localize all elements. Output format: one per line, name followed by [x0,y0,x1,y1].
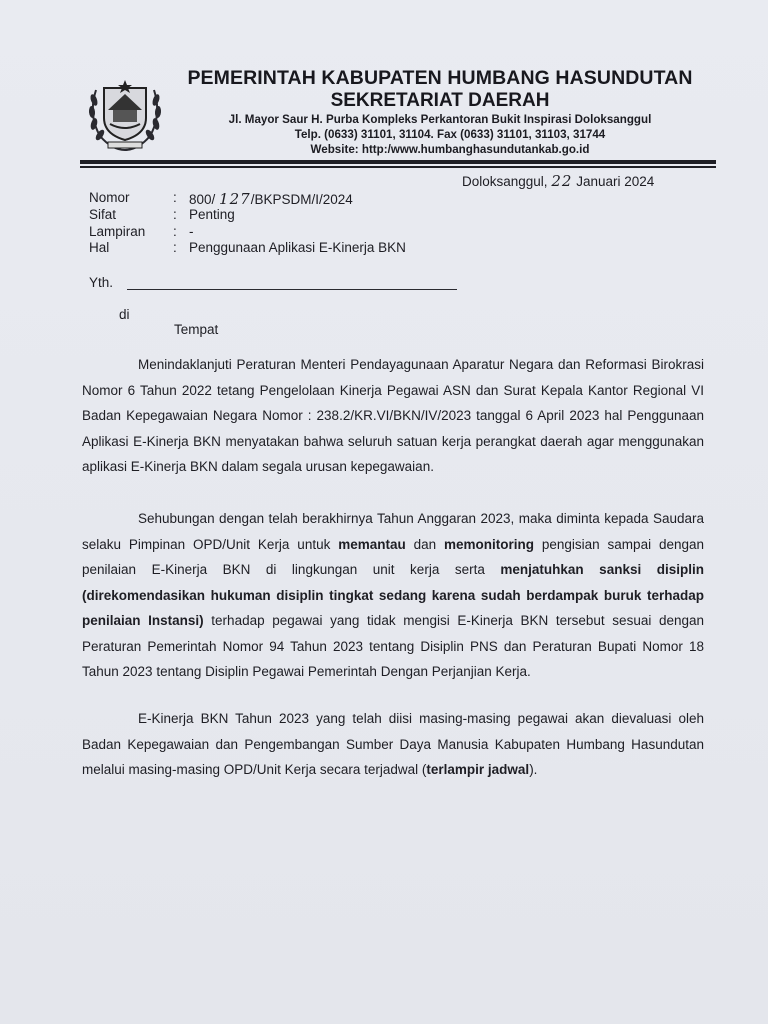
p2-text: Sehubungan dengan telah berakhirnya Tahun Anggaran 2023, maka diminta kepada Saudara selaku Pimpinan OPD/Unit Kerja untuk [82,511,704,552]
p3-text: ). [529,762,538,777]
p2-text: dan [405,536,445,552]
p3-text: E-Kinerja BKN Tahun 2023 yang telah diisi masing-masing pegawai akan dievaluasi oleh Badan Kepegawaian dan Pengembangan Sumber Daya Manusia Kabupaten Humbang Hasundutan melalui masing-masing OPD/Unit Kerja secara terjadwal ( [82,711,704,777]
letterhead-phone: Telp. (0633) 31101, 31104. Fax (0633) 31101, 31103, 31744 [294,128,606,141]
meta-nomor-value [189,190,353,208]
letterhead-address: Jl. Mayor Saur H. Purba Kompleks Perkantoran Bukit Inspirasi Doloksanggul [228,113,652,126]
meta-hal-value: Penggunaan Aplikasi E-Kinerja BKN [189,240,406,255]
letterhead-website: Website: http:/www.humbanghasundutankab.go.id [310,143,590,156]
recipient-di: di [119,307,130,322]
meta-colon: : [173,207,177,222]
nomor-prefix: 800/ [189,192,216,207]
p2-text: pengisian sampai dengan penilaian E-Kinerja BKN di lingkungan unit kerja serta [82,536,704,577]
recipient-yth: Yth. [89,275,114,290]
letterhead-rule-thin [80,166,716,168]
body-paragraph-1: Menindaklanjuti Peraturan Menteri Pendayagunaan Aparatur Negara dan Reformasi Birokrasi Nomor 6 Tahun 2022 tetang Pengelolaan Kinerja Pegawai ASN dan Surat Kepala Kantor Regional VI Badan Kepegawaian Negara Nomor : 238.2/KR.VI/BKN/IV/2023 tanggal 6 April 2023 hal Penggunaan Aplikasi E-Kinerja BKN menyatakan bahwa seluruh satuan kerja perangkat daerah agar menggunakan aplikasi E-Kinerja BKN dalam segala urusan kepegawaian. [82,357,704,474]
meta-lampiran-value: - [189,224,194,239]
p3-bold-jadwal: terlampir jadwal [426,762,530,777]
p2-bold-memantau: memantau [338,536,406,552]
body-paragraph-2 [82,506,704,685]
meta-lampiran-label: Lampiran [89,224,146,239]
meta-sifat-value: Penting [189,207,235,222]
letter-date [462,172,654,190]
date-day-handwritten: 22 [551,172,573,190]
letterhead-title: PEMERINTAH KABUPATEN HUMBANG HASUNDUTAN [187,67,693,89]
meta-colon: : [173,224,177,239]
letterhead-subtitle: SEKRETARIAT DAERAH [330,90,550,111]
meta-colon: : [173,190,177,205]
p2-text: terhadap pegawai yang tidak mengisi E-Kinerja BKN tersebut sesuai dengan Peraturan Pemerintah Nomor 94 Tahun 2023 tentang Disiplin PNS dan Peraturan Bupati Nomor 18 Tahun 2023 tentang Disiplin Pegawai Pemerintah Dengan Perjanjian Kerja. [82,613,705,679]
p2-bold-memonitoring: memonitoring [444,536,535,552]
coat-of-arms-logo [86,70,164,154]
meta-nomor-label: Nomor [89,190,130,205]
body-paragraph-3 [82,706,704,783]
meta-colon: : [173,240,177,255]
date-place: Doloksanggul, [462,174,548,189]
meta-hal-label: Hal [89,240,110,255]
date-month-year: Januari 2024 [576,174,655,189]
recipient-tempat: Tempat [174,322,219,337]
letterhead-rule-thick [80,160,716,164]
nomor-handwritten: 127 [219,190,251,208]
p2-bold-sanksi: menjatuhkan sanksi disiplin (direkomendasikan hukuman disiplin tingkat sedang karena sudah berdampak buruk terhadap penilaian Instansi) [82,562,704,628]
meta-sifat-label: Sifat [89,207,117,222]
nomor-suffix: /BKPSDM/I/2024 [250,192,353,207]
recipient-blank-line [127,289,457,290]
